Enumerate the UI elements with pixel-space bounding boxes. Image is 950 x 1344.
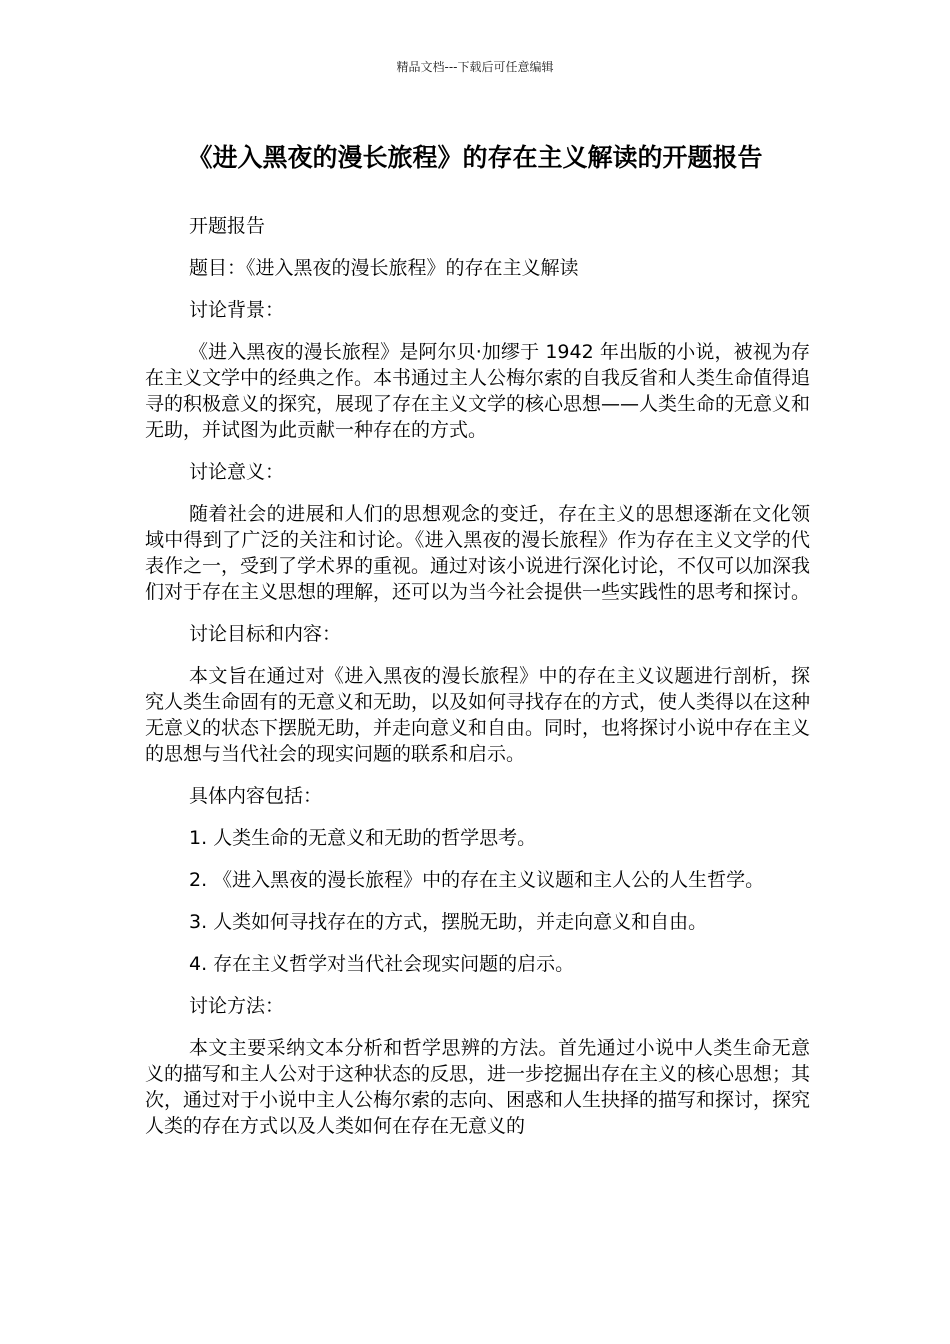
significance-paragraph: 随着社会的进展和人们的思想观念的变迁，存在主义的思想逐渐在文化领域中得到了广泛的关注和讨论。《进入黑夜的漫长旅程》作为存在主义文学的代表作之一，受到了学术界的重视。通过对该小说进行深化讨论，不仅可以加深我们对于存在主义思想的理解，还可以为当今社会提供一些实践性的思考和探讨。	[145, 503, 811, 603]
list-item: 1. 人类生命的无意义和无助的哲学思考。	[189, 827, 537, 849]
list-item: 3. 人类如何寻找存在的方式，摆脱无助，并走向意义和自由。	[189, 911, 708, 933]
significance-heading: 讨论意义：	[189, 461, 285, 483]
topic-line: 题目：《进入黑夜的漫长旅程》的存在主义解读	[189, 257, 579, 279]
header-note: 精品文档---下载后可任意编辑	[396, 60, 554, 74]
goals-paragraph: 本文旨在通过对《进入黑夜的漫长旅程》中的存在主义议题进行剖析，探究人类生命固有的无意义和无助，以及如何寻找存在的方式，使人类得以在这种无意义的状态下摆脱无助，并走向意义和自由。同时，也将探讨小说中存在主义的思想与当代社会的现实问题的联系和启示。	[145, 665, 811, 765]
background-heading: 讨论背景：	[189, 299, 285, 321]
list-item: 4. 存在主义哲学对当代社会现实问题的启示。	[189, 953, 575, 975]
background-paragraph: 《进入黑夜的漫长旅程》是阿尔贝·加缪于 1942 年出版的小说，被视为存在主义文学中的经典之作。本书通过主人公梅尔索的自我反省和人类生命值得追寻的积极意义的探究，展现了存在主义文学的核心思想——人类生命的无意义和无助，并试图为此贡献一种存在的方式。	[145, 341, 811, 441]
goals-heading: 讨论目标和内容：	[189, 623, 342, 645]
method-paragraph: 本文主要采纳文本分析和哲学思辨的方法。首先通过小说中人类生命无意义的描写和主人公对于这种状态的反思，进一步挖掘出存在主义的核心思想；其次，通过对于小说中主人公梅尔索的志向、困惑和人生抉择的描写和探讨，探究人类的存在方式以及人类如何在存在无意义的	[145, 1037, 811, 1137]
content-heading: 具体内容包括：	[189, 785, 323, 807]
report-label: 开题报告	[189, 215, 266, 237]
method-heading: 讨论方法：	[189, 995, 285, 1017]
document-body	[145, 213, 810, 1139]
document-title: 《进入黑夜的漫长旅程》的存在主义解读的开题报告	[187, 143, 763, 172]
list-item: 2. 《进入黑夜的漫长旅程》中的存在主义议题和主人公的人生哲学。	[189, 869, 765, 891]
